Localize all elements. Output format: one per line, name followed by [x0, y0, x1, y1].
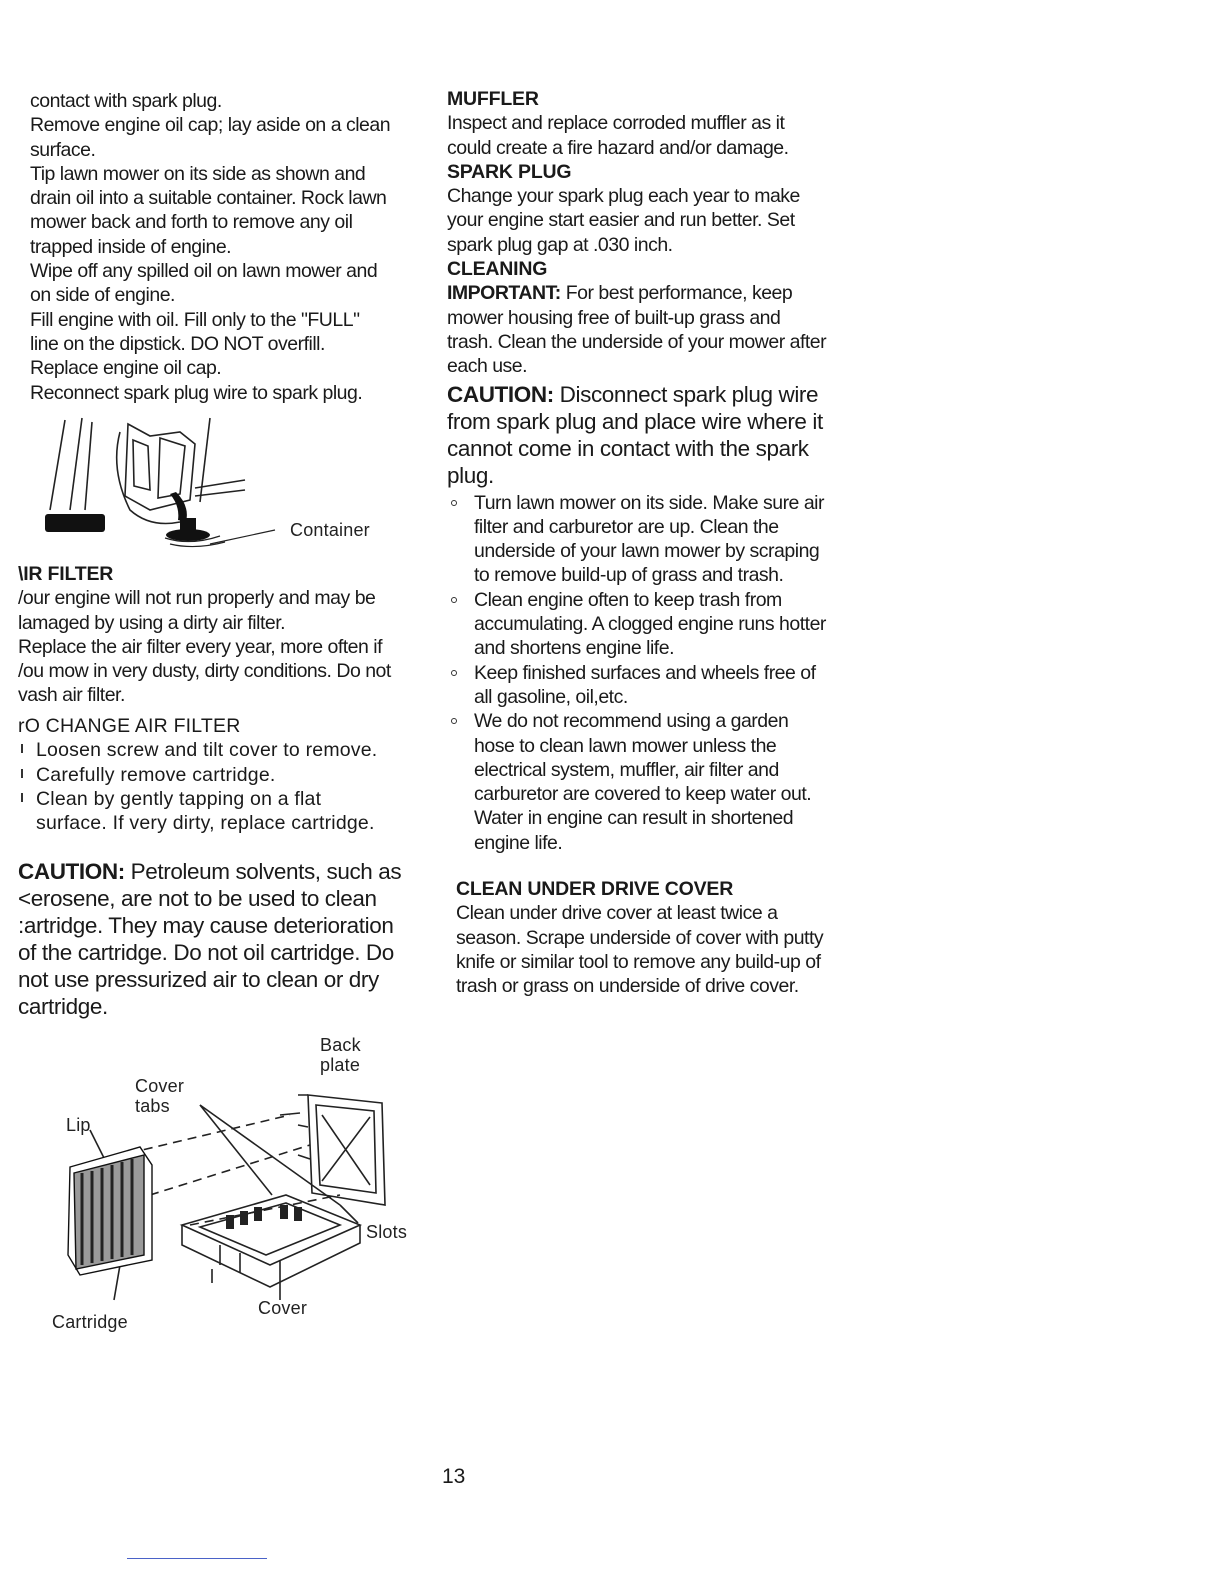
drive-cover-heading: CLEAN UNDER DRIVE COVER	[456, 878, 734, 900]
bullet-tick-icon	[21, 744, 23, 753]
text-line: /our engine will not run properly and may be	[18, 587, 376, 610]
bullet-line: We do not recommend using a garden	[474, 710, 789, 733]
back-plate-label-line: Back	[320, 1035, 361, 1055]
bullet-line: Clean engine often to keep trash from	[474, 588, 782, 611]
text-line: your engine start easier and run better. Set	[447, 209, 795, 232]
list-item	[447, 588, 887, 661]
caution-first-line	[447, 381, 887, 408]
text-line: trash. Clean the underside of your mower after	[447, 330, 827, 353]
list-item	[18, 787, 438, 836]
text-line: could create a fire hazard and/or damage.	[447, 136, 789, 159]
muffler-heading: MUFFLER	[447, 88, 539, 110]
list-item	[18, 738, 438, 762]
important-line	[447, 281, 887, 305]
text-line: trash or grass on underside of drive cover.	[456, 975, 799, 998]
list-item	[447, 491, 887, 588]
right-column	[447, 87, 887, 855]
text-line: Replace engine oil cap.	[30, 357, 222, 380]
bullet-tick-icon	[21, 769, 23, 778]
bullet-tick-icon	[21, 793, 23, 802]
text-line: :artridge. They may cause deterioration	[18, 913, 394, 938]
bullet-icon	[451, 500, 457, 506]
text-line: cannot come in contact with the spark	[447, 435, 809, 461]
air-filter-heading: \IR FILTER	[18, 563, 114, 585]
bullet-line: all gasoline, oil,etc.	[474, 685, 628, 708]
bullet-icon	[451, 597, 457, 603]
step-text: Loosen screw and tilt cover to remove.	[36, 739, 378, 762]
caution-first-line	[18, 858, 438, 885]
change-steps-list	[18, 738, 438, 835]
text-line: lamaged by using a dirty air filter.	[18, 611, 286, 634]
bullet-line: and shortens engine life.	[474, 637, 674, 660]
step-text: Clean by gently tapping on a flat	[36, 787, 322, 810]
change-air-filter-section	[18, 714, 438, 835]
text-line: mower back and forth to remove any oil	[30, 211, 353, 234]
bullet-icon	[451, 718, 457, 724]
footer-rule	[127, 1558, 267, 1559]
list-item	[447, 661, 887, 710]
cover-tabs-label-line: tabs	[135, 1096, 170, 1116]
bullet-line: Keep finished surfaces and wheels free of	[474, 661, 816, 684]
cover-tabs-label	[135, 1076, 184, 1116]
bullet-line: engine life.	[474, 831, 563, 854]
bullet-line: filter and carburetor are up. Clean the	[474, 515, 779, 538]
step-text: Carefully remove cartridge.	[36, 763, 276, 786]
text-line: Remove engine oil cap; lay aside on a clean	[30, 114, 391, 137]
bullet-line: Water in engine can result in shortened	[474, 807, 794, 830]
page-number: 13	[442, 1465, 466, 1488]
important-text: For best performance, keep	[565, 282, 793, 305]
text-line: mower housing free of built-up grass and	[447, 306, 781, 329]
cartridge-label: Cartridge	[52, 1312, 128, 1332]
text-line: plug.	[447, 462, 494, 488]
bullet-line: underside of your lawn mower by scraping	[474, 540, 820, 563]
text-line: /ou mow in very dusty, dirty conditions. Do not	[18, 660, 391, 683]
text-line: not use pressurized air to clean or dry	[18, 967, 379, 992]
bullet-icon	[451, 670, 457, 676]
bullet-line: electrical system, muffler, air filter and	[474, 758, 779, 781]
cover-tabs-label-line: Cover	[135, 1076, 185, 1096]
back-plate-label	[320, 1035, 361, 1075]
text-line: season. Scrape underside of cover with putty	[456, 926, 824, 949]
spark-plug-heading: SPARK PLUG	[447, 160, 572, 183]
text-line: knife or similar tool to remove any build-up of	[456, 950, 821, 973]
cartridge-caution	[18, 858, 438, 1020]
caution-text: Disconnect spark plug wire	[559, 381, 819, 407]
text-line: <erosene, are not to be used to clean	[18, 886, 377, 911]
text-line: of the cartridge. Do not oil cartridge. Do	[18, 940, 394, 965]
slots-label: Slots	[366, 1222, 408, 1242]
air-filter-exploded-illustration	[40, 1055, 420, 1335]
text-line: Inspect and replace corroded muffler as it	[447, 112, 785, 135]
cleaning-heading: CLEANING	[447, 258, 548, 281]
text-line: surface.	[30, 138, 96, 161]
text-line: line on the dipstick. DO NOT overfill.	[30, 332, 325, 355]
back-plate-label-line: plate	[320, 1055, 361, 1075]
bullet-line: carburetor are covered to keep water out.	[474, 783, 812, 806]
drive-cover-section	[456, 877, 886, 998]
text-line: cartridge.	[18, 994, 108, 1019]
change-air-filter-heading: rO CHANGE AIR FILTER	[18, 715, 241, 737]
text-line: Change your spark plug each year to make	[447, 185, 800, 208]
caution-label: CAUTION:	[447, 381, 554, 407]
bullet-line: hose to clean lawn mower unless the	[474, 734, 777, 757]
text-line: Replace the air filter every year, more often if	[18, 635, 383, 658]
container-label: Container	[290, 520, 370, 540]
oil-drain-illustration	[30, 410, 280, 560]
text-line: spark plug gap at .030 inch.	[447, 233, 673, 256]
bullet-line: Turn lawn mower on its side. Make sure air	[474, 491, 824, 514]
text-line: drain oil into a suitable container. Rock lawn	[30, 187, 387, 210]
bullet-line: accumulating. A clogged engine runs hotter	[474, 613, 826, 636]
caution-label: CAUTION:	[18, 859, 125, 884]
cleaning-bullet-list	[447, 491, 887, 855]
lip-label: Lip	[66, 1115, 91, 1135]
text-line: Wipe off any spilled oil on lawn mower and	[30, 260, 378, 283]
text-line: vash air filter.	[18, 684, 125, 707]
air-filter-section	[18, 562, 438, 708]
cover-label: Cover	[258, 1298, 308, 1318]
text-line: Clean under drive cover at least twice a	[456, 902, 778, 925]
list-item	[447, 709, 887, 855]
important-label: IMPORTANT:	[447, 282, 561, 305]
text-line: contact with spark plug.	[30, 90, 222, 112]
bullet-line: to remove build-up of grass and trash.	[474, 564, 784, 587]
caution-text: Petroleum solvents, such as	[130, 859, 402, 884]
intro-text	[30, 89, 440, 405]
spark-plug-caution	[447, 381, 887, 489]
text-line: on side of engine.	[30, 284, 175, 307]
text-line: Reconnect spark plug wire to spark plug.	[30, 381, 363, 404]
text-line: Fill engine with oil. Fill only to the "FULL"	[30, 308, 360, 331]
text-line: Tip lawn mower on its side as shown and	[30, 162, 366, 185]
text-line: from spark plug and place wire where it	[447, 408, 823, 434]
step-text: surface. If very dirty, replace cartridge.	[36, 812, 375, 835]
list-item	[18, 763, 438, 787]
text-line: trapped inside of engine.	[30, 235, 232, 258]
text-line: each use.	[447, 355, 528, 378]
